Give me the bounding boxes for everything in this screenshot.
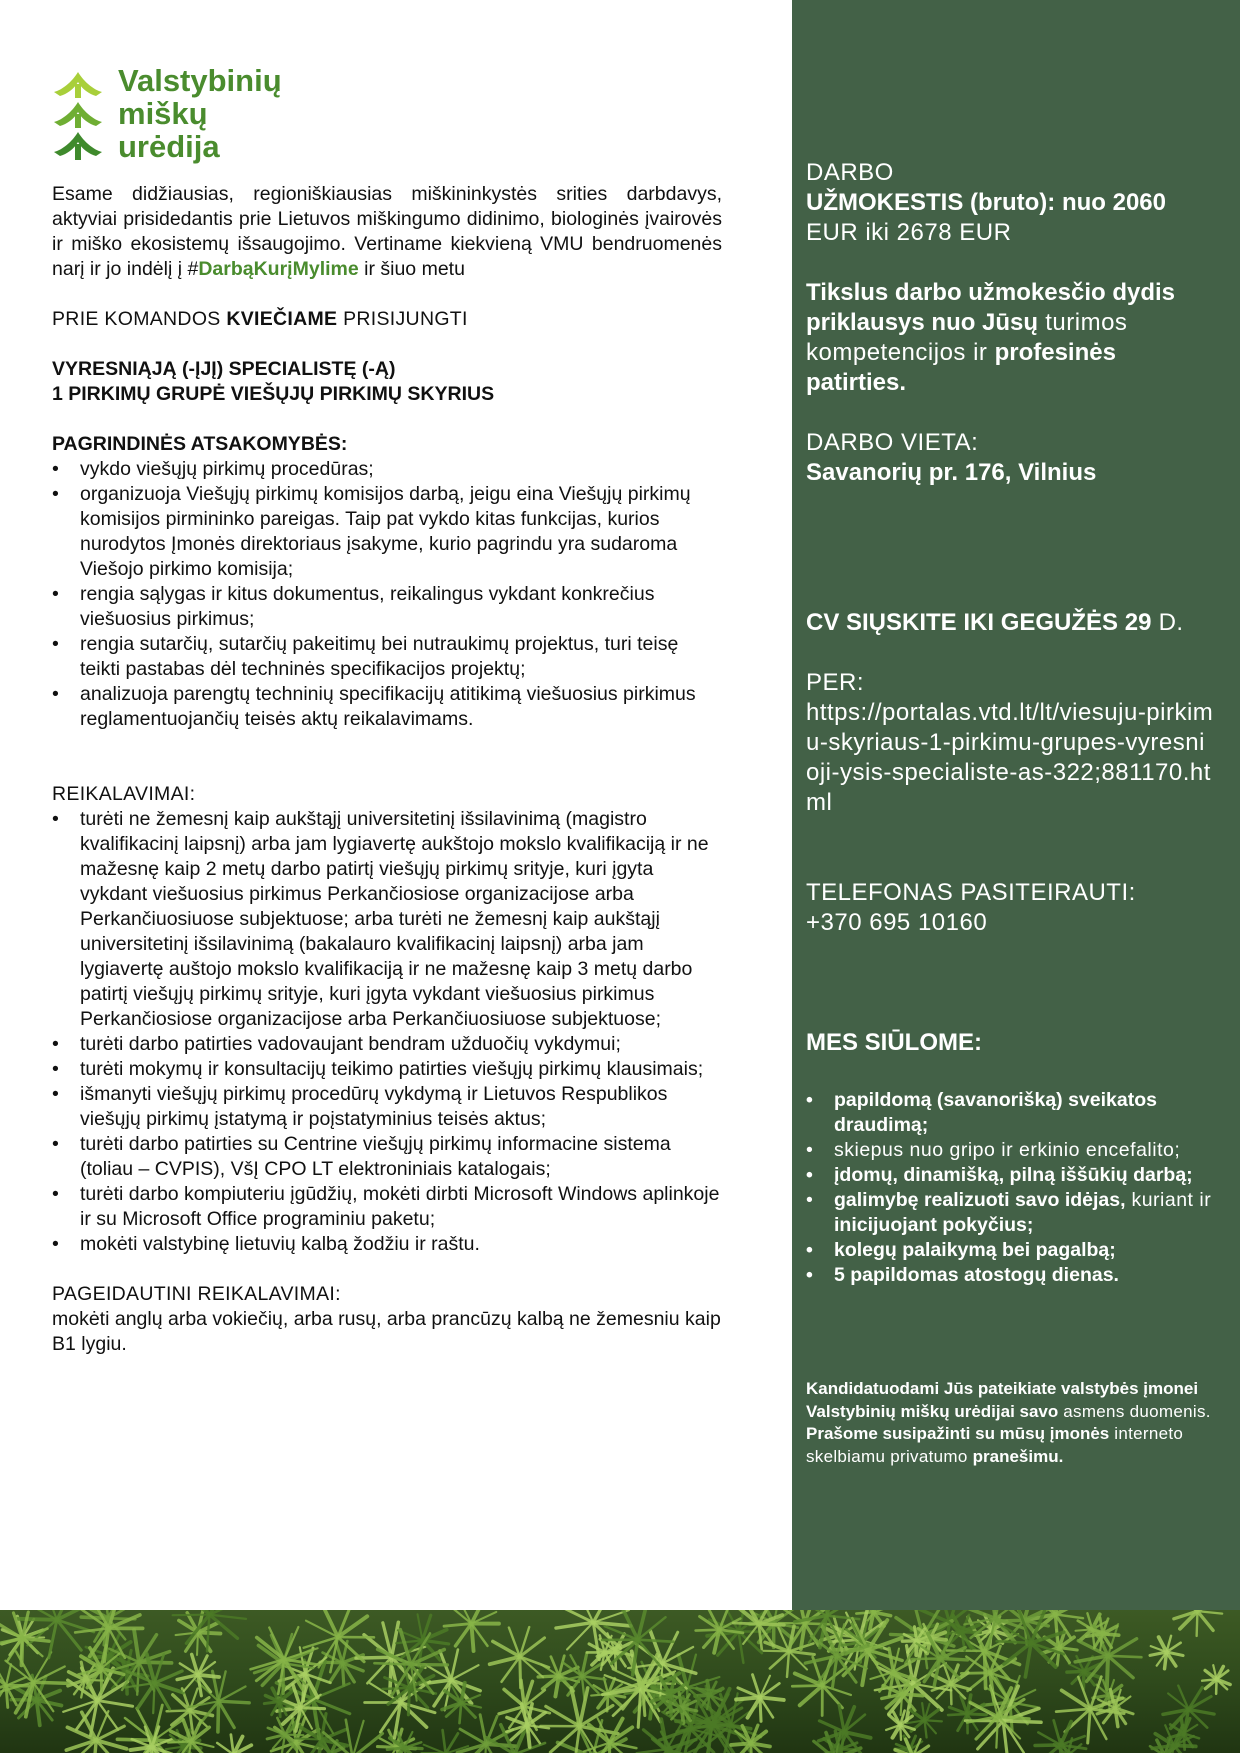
requirements-heading: REIKALAVIMAI: <box>52 783 196 805</box>
logo-line-3: urėdija <box>118 129 220 164</box>
invite-bold: KVIEČIAME <box>226 308 338 330</box>
list-item: • išmanyti viešųjų pirkimų procedūrų vykdymą ir Lietuvos Respublikos viešųjų pirkimų įstatymą ir poįstatyminius teisės aktus; <box>52 1082 722 1132</box>
logo-line-2: miškų <box>118 96 208 131</box>
list-item: • rengia sutarčių, sutarčių pakeitimų bei nutraukimų projektus, turi teisę teikti pastabas dėl techninės specifikacijos projektų; <box>52 632 722 682</box>
list-item: • kolegų palaikymą bei pagalbą; <box>806 1238 1216 1263</box>
list-item: • mokėti valstybinę lietuvių kalbą žodžiu ir raštu. <box>52 1232 722 1257</box>
preferred-section <box>52 1282 722 1357</box>
salary-value: UŽMOKESTIS (bruto): nuo 2060 <box>806 189 1166 216</box>
responsibilities-heading: PAGRINDINĖS ATSAKOMYBĖS: <box>52 433 348 455</box>
offer-bold-end: inicijuojant pokyčius; <box>834 1214 1034 1236</box>
salary-label: DARBO <box>806 159 894 186</box>
salary-note-regular: turimos kompetencijos ir <box>806 309 1128 366</box>
position-name: VYRESNIĄJĄ (-ĮJĮ) SPECIALISTĘ (-Ą) <box>52 358 396 380</box>
salary-info <box>806 158 1216 248</box>
position-title <box>52 357 722 407</box>
main-content <box>52 60 722 1357</box>
privacy-disclaimer <box>806 1378 1216 1468</box>
list-item: • analizuoja parengtų techninių specifikacijų atitikimą viešuosius pirkimus reglamentuojančių teisės aktų reikalavimams. <box>52 682 722 732</box>
deadline-bold: CV SIŲSKITE IKI GEGUŽĖS 29 <box>806 609 1152 636</box>
intro-text: Esame didžiausias, regioniškiausias miškininkystės srities darbdavys, aktyviai prisidedantis prie Lietuvos miškingumo didinimo, biologinės įvairovės ir miško ekosistemų išsaugojimo. Vertiname kiekvieną VMU bendruomenės narį ir jo indėlį į # <box>52 183 722 280</box>
apply-label: PER: <box>806 669 865 696</box>
intro-text-end: ir šiuo metu <box>358 258 465 280</box>
privacy-link[interactable]: pranešimu. <box>972 1446 1064 1466</box>
list-item: • turėti darbo patirties vadovaujant bendram užduočių vykdymui; <box>52 1032 722 1057</box>
disclaimer-regular-2: interneto skelbiamu privatumo <box>806 1424 1184 1466</box>
position-department: 1 PIRKIMŲ GRUPĖ VIEŠŲJŲ PIRKIMŲ SKYRIUS <box>52 383 495 405</box>
disclaimer-bold-2: Prašome susipažinti su mūsų įmonės <box>806 1424 1110 1443</box>
list-item: • turėti mokymų ir konsultacijų teikimo patirties viešųjų pirkimų klausimais; <box>52 1057 722 1082</box>
invite-after: PRISIJUNGTI <box>337 308 468 330</box>
preferred-text: mokėti anglų arba vokiečių, arba rusų, arba prancūzų kalbą ne žemesniu kaip B1 lygiu. <box>52 1308 721 1355</box>
offer-heading: MES SIŪLOME: <box>806 1029 983 1056</box>
deadline-rest: D. <box>1151 609 1184 636</box>
list-item: • vykdo viešųjų pirkimų procedūras; <box>52 457 722 482</box>
list-item: • turėti darbo patirties su Centrine viešųjų pirkimų informacine sistema (toliau – CVPIS), VšĮ CPO LT elektroniniais katalogais; <box>52 1132 722 1182</box>
list-item: • įdomų, dinamišką, pilną iššūkių darbą; <box>806 1163 1216 1188</box>
deadline-info <box>806 608 1216 638</box>
location-value: Savanorių pr. 176, Vilnius <box>806 459 1097 486</box>
tree-icon <box>52 66 104 176</box>
location-info <box>806 428 1216 488</box>
logo-line-1: Valstybinių <box>118 63 282 98</box>
list-item: • turėti ne žemesnį kaip aukštąjį universitetinį išsilavinimą (magistro kvalifikacinį laipsnį) arba jam lygiavertę aukštojo mokslo kvalifikaciją ir ne mažesnę kaip 2 metų darbo patirtį viešųjų pirkimų srityje, kuri įgyta vykdant viešuosius pirkimus Perkančiosiose organizacijose arba Perkančiuosiuose subjektuose; arba turėti ne žemesnį kaip aukštąjį universitetinį išsilavinimą (bakalauro kvalifikacinį laipsnį) arba jam lygiavertę auštojo mokslo kvalifikaciją ir ne mažesnę kaip 3 metų darbo patirtį viešųjų pirkimų srityje, kuri įgyta vykdant viešuosius pirkimus Perkančiosiose organizacijose arba Perkančiuosiuose subjektuose; <box>52 807 722 1032</box>
intro-paragraph <box>52 182 722 282</box>
salary-note-bold: Tikslus darbo užmokesčio dydis priklausys nuo Jūsų <box>806 279 1175 336</box>
location-label: DARBO VIETA: <box>806 429 979 456</box>
logo-text <box>118 64 282 163</box>
requirements-list <box>52 807 722 1257</box>
apply-link[interactable]: https://portalas.vtd.lt/lt/viesuju-pirkimu-skyriaus-1-pirkimu-grupes-vyresnioji-ysis-specialiste-as-322;881170.html <box>806 699 1214 816</box>
responsibilities-list <box>52 457 722 732</box>
list-item: • organizuoja Viešųjų pirkimų komisijos darbą, jeigu eina Viešųjų pirkimų komisijos pirmininko pareigas. Taip pat vykdo kitas funkcijas, kurios nurodytos Įmonės direktoriaus įsakyme, kurio pagrindu yra sudaroma Viešojo pirkimo komisija; <box>52 482 722 582</box>
invite-line <box>52 307 722 332</box>
phone-label: TELEFONAS PASITEIRAUTI: <box>806 879 1136 906</box>
list-item: • skiepus nuo gripo ir erkinio encefalito; <box>806 1138 1216 1163</box>
list-item: • papildomą (savanorišką) sveikatos draudimą; <box>806 1088 1216 1138</box>
salary-range-end: EUR iki 2678 EUR <box>806 219 1012 246</box>
phone-info <box>806 878 1216 938</box>
preferred-heading: PAGEIDAUTINI REIKALAVIMAI: <box>52 1283 341 1305</box>
disclaimer-bold: Kandidatuodami Jūs pateikiate valstybės įmonei Valstybinių miškų urėdijai savo <box>806 1379 1199 1421</box>
list-item <box>806 1188 1216 1238</box>
responsibilities-section <box>52 432 722 732</box>
hashtag-link: DarbąKurįMylime <box>198 258 359 280</box>
list-item: • rengia sąlygas ir kitus dokumentus, reikalingus vykdant konkrečius viešuosius pirkimus; <box>52 582 722 632</box>
list-item: • 5 papildomas atostogų dienas. <box>806 1263 1216 1288</box>
sidebar-content <box>806 158 1216 1468</box>
company-logo <box>52 60 722 178</box>
list-item: • turėti darbo kompiuteriu įgūdžių, mokėti dirbti Microsoft Windows aplinkoje ir su Microsoft Office programiniu paketu; <box>52 1182 722 1232</box>
apply-info <box>806 668 1216 818</box>
requirements-section <box>52 782 722 1257</box>
salary-note-bold-end: profesinės patirties. <box>806 339 1116 396</box>
offer-list <box>806 1088 1216 1288</box>
salary-note <box>806 278 1216 398</box>
offer-bold: galimybę realizuoti savo idėjas, <box>834 1189 1126 1211</box>
moss-image <box>0 1610 1240 1753</box>
invite-before: PRIE KOMANDOS <box>52 308 227 330</box>
phone-value[interactable]: +370 695 10160 <box>806 909 988 936</box>
disclaimer-regular: asmens duomenis. <box>1058 1401 1211 1421</box>
info-sidebar <box>792 0 1240 1610</box>
moss-pattern <box>0 1610 1240 1753</box>
offer-regular: kuriant ir <box>1125 1189 1212 1211</box>
